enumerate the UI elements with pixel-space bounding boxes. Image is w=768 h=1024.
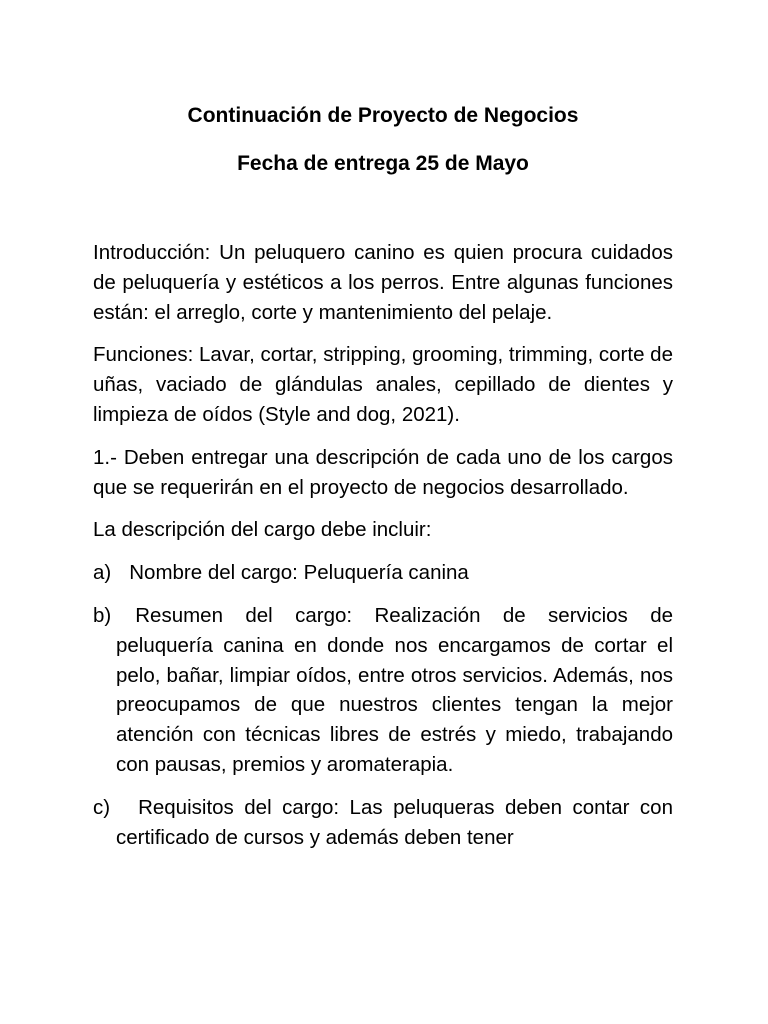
document-subtitle: Fecha de entrega 25 de Mayo <box>237 152 529 175</box>
document-body <box>93 238 673 865</box>
list-item-a <box>93 558 673 588</box>
list-intro-paragraph: La descripción del cargo debe incluir: <box>93 518 432 542</box>
intro-paragraph: Introducción: Un peluquero canino es quien procura cuidados de peluquería y estéticos a los perros. Entre algunas funciones están: el arreglo, corte y mantenimiento del pelaje. <box>93 241 673 324</box>
list-item-text: Requisitos del cargo: Las peluqueras deben contar con certificado de cursos y además deben tener <box>116 795 673 849</box>
functions-paragraph: Funciones: Lavar, cortar, stripping, grooming, trimming, corte de uñas, vaciado de glándulas anales, cepillado de dientes y limpieza de oídos (Style and dog, 2021). <box>93 343 673 426</box>
list-marker: a) <box>93 561 112 585</box>
list-marker: c) <box>93 795 111 819</box>
task-paragraph: 1.- Deben entregar una descripción de cada uno de los cargos que se requerirán en el proyecto de negocios desarrollado. <box>93 445 673 499</box>
list-item-text: Nombre del cargo: Peluquería canina <box>129 561 469 585</box>
list-item-text: Resumen del cargo: Realización de servicios de peluquería canina en donde nos encargamos de cortar el pelo, bañar, limpiar oídos, entre otros servicios. Además, nos preocupamos de que nuestros clientes tengan la mejor atención con técnicas libres de estrés y miedo, trabajando con pausas, premios y aromaterapia. <box>116 603 673 776</box>
list-item-c <box>93 793 673 853</box>
list-marker: b) <box>93 603 112 627</box>
list-item-b <box>93 601 673 780</box>
document-title: Continuación de Proyecto de Negocios <box>187 104 579 127</box>
